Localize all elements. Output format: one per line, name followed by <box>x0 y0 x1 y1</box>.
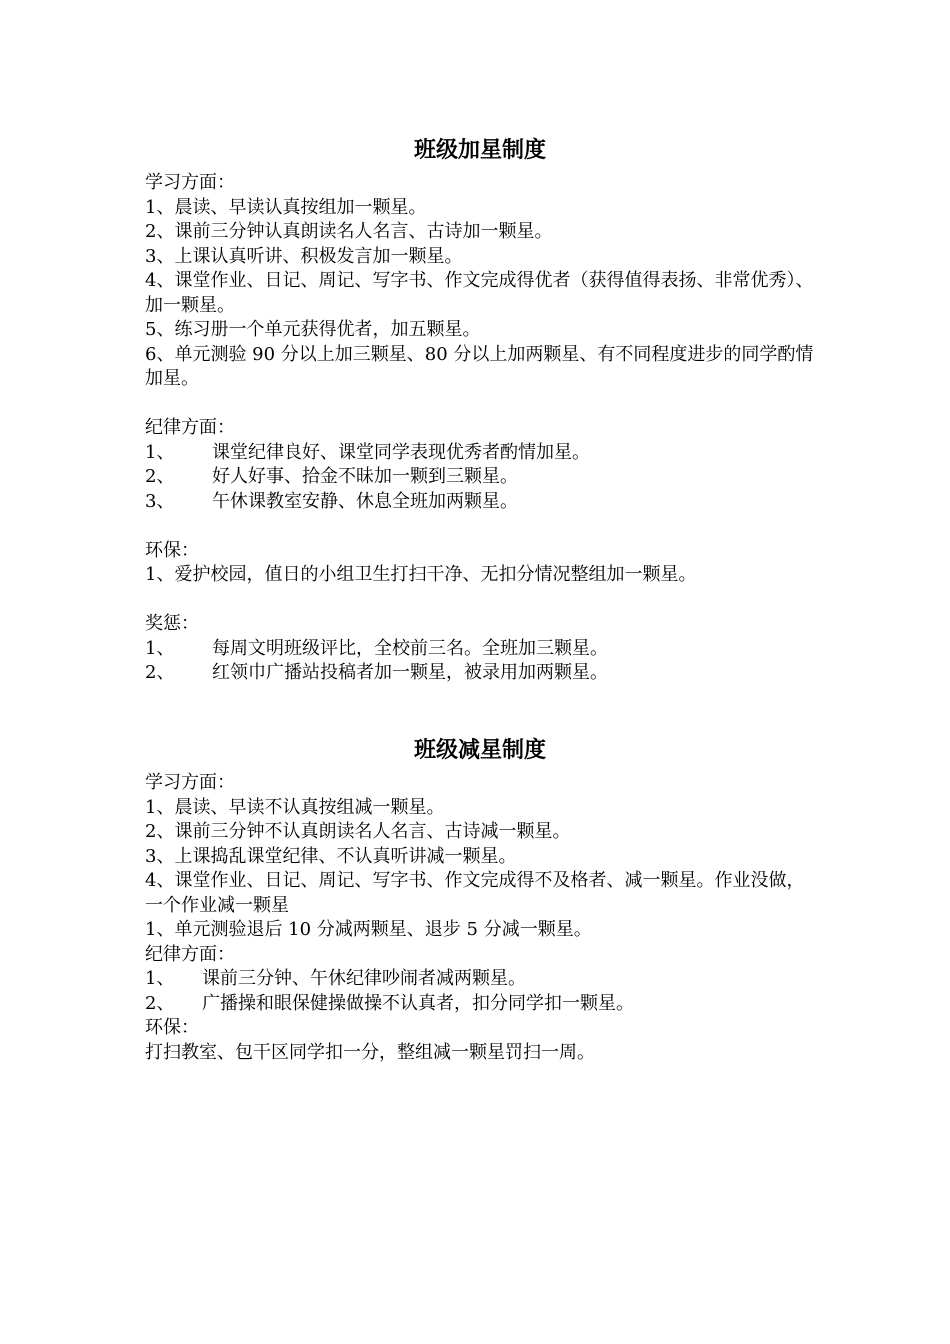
sub-study-item-1: 1、晨读、早读不认真按组减一颗星。 <box>145 796 445 818</box>
item-text: 红领巾广播站投稿者加一颗星，被录用加两颗星。 <box>212 662 608 683</box>
item-text: 好人好事、拾金不昧加一颗到三颗星。 <box>212 466 518 487</box>
sub-environment-item-1: 打扫教室、包干区同学扣一分，整组减一颗星罚扫一周。 <box>145 1041 595 1063</box>
add-rewards-item-1 <box>145 637 815 662</box>
add-study-item-5: 5、练习册一个单元获得优者，加五颗星。 <box>145 319 481 340</box>
add-environment-item-1: 1、爱护校园，值日的小组卫生打扫干净、无扣分情况整组加一颗星。 <box>145 564 697 585</box>
add-study-heading: 学习方面： <box>145 172 235 193</box>
sub-study-item-3: 3、上课捣乱课堂纪律、不认真听讲减一颗星。 <box>145 845 517 867</box>
item-text: 广播操和眼保健操做操不认真者，扣分同学扣一颗星。 <box>202 992 634 1014</box>
item-text: 每周文明班级评比，全校前三名。全班加三颗星。 <box>212 637 608 659</box>
sub-discipline-item-2 <box>145 992 815 1017</box>
sub-study-heading: 学习方面： <box>145 772 235 793</box>
sub-star-title: 班级减星制度 <box>413 737 546 763</box>
add-star-title: 班级加星制度 <box>413 137 546 163</box>
add-star-section <box>145 133 815 686</box>
add-study-item-3: 3、上课认真听讲、积极发言加一颗星。 <box>145 245 463 267</box>
add-rewards-item-2 <box>145 661 815 686</box>
add-study-item-4: 4、课堂作业、日记、周记、写字书、作文完成得优者（获得值得表扬、非常优秀）、加一颗星。 <box>145 270 814 316</box>
item-number: 2、 <box>145 662 175 683</box>
item-number: 2、 <box>145 992 175 1014</box>
add-discipline-heading: 纪律方面： <box>145 417 235 438</box>
item-number: 3、 <box>145 490 175 512</box>
sub-discipline-heading: 纪律方面： <box>145 943 235 965</box>
item-number: 2、 <box>145 466 175 487</box>
sub-discipline-item-1 <box>145 967 815 992</box>
sub-environment-heading: 环保： <box>145 1017 199 1038</box>
add-discipline-item-2 <box>145 465 815 490</box>
blank-line <box>145 514 815 539</box>
add-rewards-heading: 奖惩： <box>145 613 199 634</box>
add-discipline-item-3 <box>145 490 815 515</box>
add-study-item-6: 6、单元测验 90 分以上加三颗星、80 分以上加两颗星、有不同程度进步的同学酌情加星。 <box>145 343 814 389</box>
sub-study-item-5: 1、单元测验退后 10 分减两颗星、退步 5 分减一颗星。 <box>145 919 592 940</box>
add-study-item-2: 2、课前三分钟认真朗读名人名言、古诗加一颗星。 <box>145 221 553 242</box>
blank-line <box>145 588 815 613</box>
sub-study-item-4: 4、课堂作业、日记、周记、写字书、作文完成得不及格者、减一颗星。作业没做，一个作业减一颗星 <box>145 870 805 916</box>
add-discipline-item-1 <box>145 441 815 466</box>
item-text: 课堂纪律良好、课堂同学表现优秀者酌情加星。 <box>212 441 590 463</box>
add-environment-heading: 环保： <box>145 539 199 561</box>
blank-line <box>145 392 815 417</box>
item-text: 午休课教室安静、休息全班加两颗星。 <box>212 490 518 512</box>
sub-star-section <box>145 733 815 1065</box>
item-number: 1、 <box>145 441 175 463</box>
add-study-item-1: 1、晨读、早读认真按组加一颗星。 <box>145 196 427 218</box>
item-number: 1、 <box>145 968 175 989</box>
item-text: 课前三分钟、午休纪律吵闹者减两颗星。 <box>202 968 526 989</box>
sub-study-item-2: 2、课前三分钟不认真朗读名人名言、古诗减一颗星。 <box>145 821 571 842</box>
item-number: 1、 <box>145 637 175 659</box>
